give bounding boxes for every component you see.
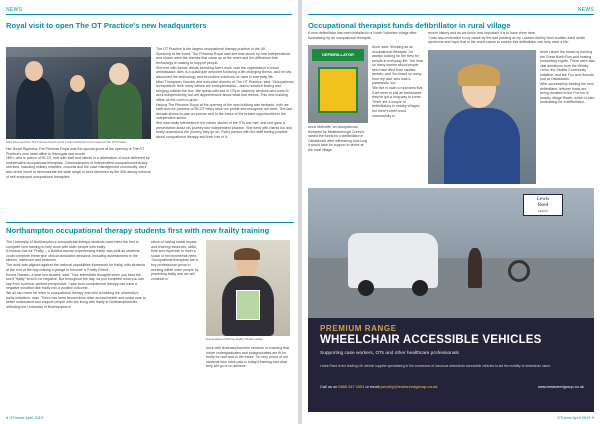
advert-photo xyxy=(308,188,594,318)
website-link[interactable]: www.lewisreedgroup.co.uk xyxy=(537,384,584,389)
person-head xyxy=(109,63,129,85)
defib-headline: Occupational therapist funds defibrillator in rural village xyxy=(308,21,511,30)
person-figure xyxy=(468,248,482,288)
paragraph: Her Royal Highness The Princess Royal was the special guest at the opening of The OT Practice's new head office in Harrogate last month. xyxy=(6,147,145,156)
advert-contact xyxy=(320,384,438,389)
paragraph: She met with former clients including Alex Lewis, now the organisation's brand ambassador. Alex is a quadruple amputee following a life-changing illness, and he has discussed the technology and innovative solutions he uses in everyday life. xyxy=(156,65,292,79)
defib-body-col3 xyxy=(540,50,596,184)
paragraph: The work was aligned against the national capabilities framework for frailty, with students at the end of the day making a pledge to become a 'Frailty Friend'. xyxy=(6,263,146,272)
paragraph: A new defibrillator has been installed in a North Yorkshire village after fundraising by an occupational therapist. xyxy=(308,31,417,40)
advert-title: WHEELCHAIR ACCESSIBLE VEHICLES xyxy=(320,334,542,346)
paragraph: A module has for 'Frailty – a Bottled woman experiencing frailty, was built as students could complete immersive clinical simulation sessions, including assessments in the kitchen, bathroom and bedroom. xyxy=(6,249,140,263)
person-figure xyxy=(98,81,142,139)
wheelchair-icon xyxy=(508,260,530,282)
northampton-body-col3 xyxy=(206,346,292,410)
royal-visit-photo xyxy=(6,47,151,139)
divider xyxy=(6,222,294,223)
page-header xyxy=(6,5,292,15)
paragraph: The University of Northampton's occupational therapy students have been the first to complete new training to help work with older people with frailty. xyxy=(6,240,139,249)
royal-photo-caption: HRH Princess Anne The Princess Royal meets a team welcomes to be invited at The OT Practice. xyxy=(6,140,128,144)
right-page xyxy=(302,0,600,424)
paragraph: work with Northamptonshire services in ensuring that future undergraduates and postgraduates are fit for frailty for now and in the future. I'm very proud of our students who have paid in today's training and what they will go on to achieve.' xyxy=(206,346,290,369)
royal-body-col2 xyxy=(156,47,294,219)
wheel-icon xyxy=(358,280,374,296)
person-head xyxy=(25,61,43,81)
page-footer: OTnews April 2019 9 xyxy=(556,415,594,420)
pledge-certificate xyxy=(236,290,260,320)
paragraph: Anne raised the funds by running the Great North Run and hosting fundraising nights. There were also vital donations from the Whitby Lions, the Stokes Community Initiative, and the Fox and Hounds pub at Osbaldwick. xyxy=(540,50,596,82)
student-pledge-photo xyxy=(206,240,290,336)
defibrillator-photo xyxy=(308,45,368,123)
person-head xyxy=(70,75,85,92)
advert-subtitle: Supporting case workers, OTs and other healthcare professionals xyxy=(320,351,459,356)
advert-kicker: PREMIUM RANGE xyxy=(320,324,397,333)
paragraph: 'I was also motivated in my cause by the sad passing of my Lowdon Ashley from sudden adult death syndrome and hope that in the world cause to ensure this defibrillator can help save a life.' xyxy=(428,35,586,45)
phone-number[interactable]: 0800 247 1001 xyxy=(338,384,365,389)
pledge-photo-caption: Emma Hanson with her Frailty Friends pledge xyxy=(206,337,263,341)
logo-text: Reed xyxy=(537,203,549,208)
defib-body-col1 xyxy=(308,125,368,185)
page-header xyxy=(308,5,594,15)
paragraph: ethos of having social impact and sharing resources, skills, time and expertise to meet a social or environmental need. xyxy=(151,240,198,258)
wheelchair-vehicle-advert xyxy=(308,188,594,412)
defib-body-col1b xyxy=(372,45,424,185)
anne-metcalfe-photo xyxy=(428,50,536,184)
logo-subtext: GROUP xyxy=(537,210,549,213)
northampton-body-col2 xyxy=(151,240,203,410)
left-page xyxy=(0,0,298,424)
hair xyxy=(234,248,260,260)
defib-intro xyxy=(308,31,423,43)
defib-body-col2 xyxy=(428,31,594,45)
paragraph: Emma Hanson, a year two student, said: 'Your immediate thoughts when you hear the word "frailty" tend to be negative. But throughout the day, as you complete what you can say from a person-centred perspective, I saw from occupational therapy can have a negative condition like frailty into a positive outcome. xyxy=(6,272,145,291)
paragraph: Anne Metcalfe, an occupational therapist for Middlesbrough Council, raised the funds for a defibrillator in Osbaldwick after witnessing how long it would take for support to arrive at the rural village. xyxy=(308,125,367,152)
paragraph: The OT Practice is the largest occupational therapy practice in the UK. xyxy=(156,47,267,51)
royal-body-col1 xyxy=(6,147,151,219)
paragraph: She was really interested in the career stories of the OTs she met, and one gave a presentation about his journey into independent practice. She went with clients too and really understood the journey they go on. Every person with the staff feeling positive about occupational therapy and their role in it. xyxy=(156,121,293,139)
person-figure xyxy=(16,77,54,139)
email-link[interactable]: priority@lewisreedgroup.co.uk xyxy=(380,384,438,389)
ceiling-lights xyxy=(6,47,151,57)
hair xyxy=(458,64,500,86)
advert-body: Lewis Reed is the leading UK vehicle supplier specialising in the conversion of luxurious wheelchair accessible vehicles to aid the mobility of wheelchair users. xyxy=(320,364,551,368)
defibrillator-cabinet xyxy=(318,67,358,113)
paragraph: recent history and as we know how important it is to have them here. xyxy=(428,31,536,35)
northampton-headline: Northampton occupational therapy students first with new frailty training xyxy=(6,226,270,235)
paragraph: Anne said: 'Working as an occupational therapist, I'm always looking for the best for people in everyday life. You hear so many stories about people who have died from cardiac arrests, and I've heard so many from my dad, who was a paramedic, too. xyxy=(372,45,424,86)
vehicle-icon xyxy=(348,233,438,288)
section-label: NEWS xyxy=(577,7,594,13)
paragraph: Speaking at the event, The Princess Royal said she was struck by how independence and choice were the themes that came up at the event and the difference that technology is making to support people. xyxy=(156,51,291,65)
royal-headline: Royal visit to open The OT Practice's new headquarters xyxy=(6,21,207,30)
paragraph: HRH, who is patron of RCOT, met with staff and clients in a celebration of work delivered by independent occupational therapists. Commissioners of independent occupational therapy services, including military charities, councils and the case management community, were also at the event to demonstrate the wide range of work delivered by the 500-strong network of self-employed occupational therapists. xyxy=(6,156,151,179)
paragraph: 'Occupational therapists are a key professional group in working within older people by promoting frailty and we will continue to xyxy=(151,258,199,281)
paragraph: After successfully funding the new defibrillator, leftover funds are being donated to the Fox Inn in nearby village Reeth, which is also fundraising for a defibrillator. xyxy=(540,82,595,105)
page-footer: 8 OTnews April 2019 xyxy=(6,415,44,420)
paragraph: Having The Princess Royal at the opening of the new building was fantastic, both we staff and our partners of RCOT helps raise our profile and recognise our work. The last decade shows to plan us pursue and to the future of the private opportunities in the independent sector. xyxy=(156,102,292,121)
person-figure xyxy=(64,89,92,139)
northampton-body-col1 xyxy=(6,240,146,410)
section-label: NEWS xyxy=(6,7,23,13)
paragraph: Nikki Thompson, founder and executive director of The OT Practice, said: 'Occupational therapists fix their many values are entrepreneurial – and to solution finding and bringing outside the box. We speak with lots of OTs in statutory services who want to work independently, but are apprehensive about what that means. This new building offers us the room to grow.' xyxy=(156,79,294,102)
wheel-icon xyxy=(412,280,428,296)
contact-mid: or email xyxy=(365,384,380,389)
paragraph: 'We live in such a rural area that if we were to call an ambulance they've got a long way to come. There are a couple of defibrillators in nearby villages but there's been used successfully in xyxy=(372,86,423,118)
lewis-reed-logo xyxy=(523,194,563,216)
person-figure xyxy=(444,108,520,184)
logo-text: Lewis xyxy=(536,197,550,202)
defibrillator-sign: DEFIBRILLATOR xyxy=(312,49,364,61)
contact-prefix: Call us on xyxy=(320,384,338,389)
paragraph: We all can never be learn in occupational therapy and who is leading the university's frailty initiatives, said: 'There has been tremendous drive around health and social care to better understand and support people who are living with frailty in Northamptonshire, reflecting the University of Northampton's xyxy=(6,291,146,309)
